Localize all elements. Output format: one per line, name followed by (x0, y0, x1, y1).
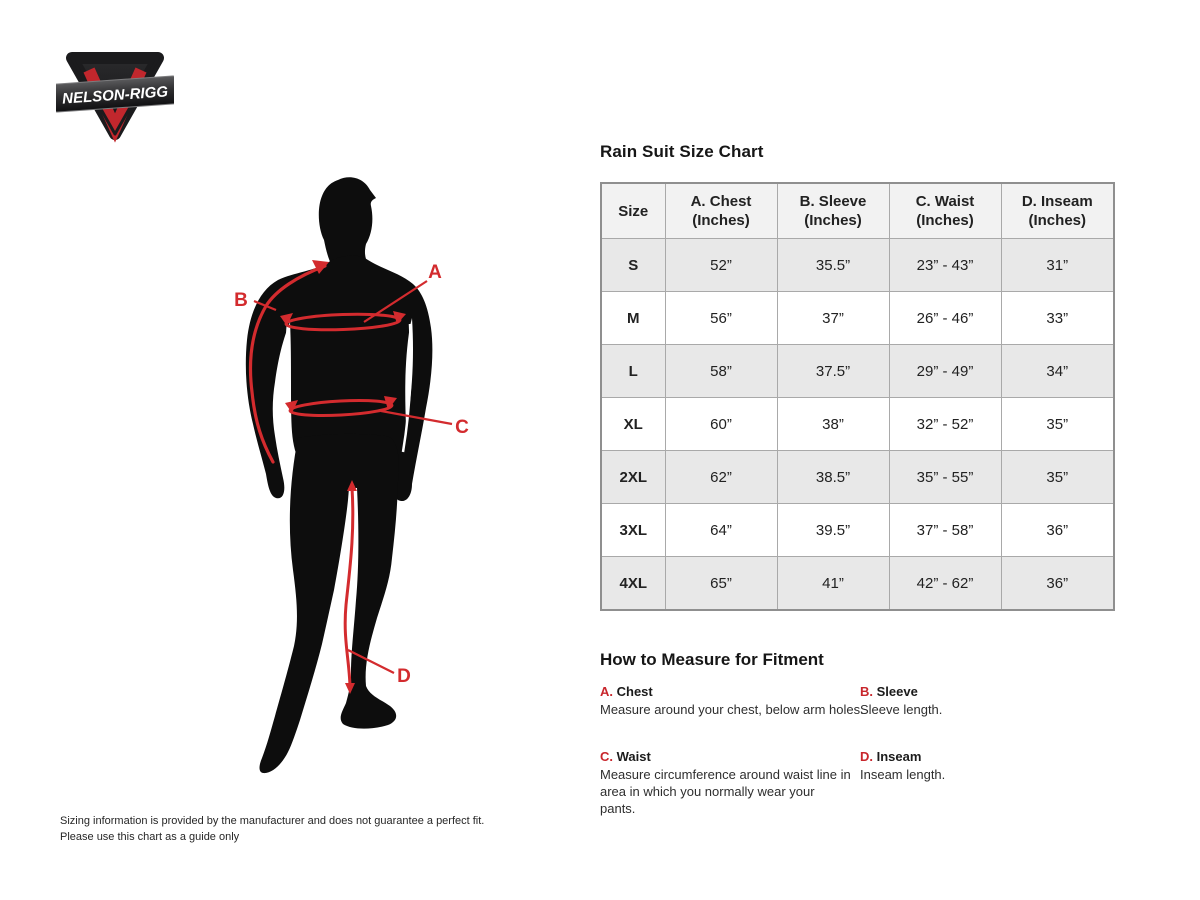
table-row-2xl (601, 451, 1114, 504)
measure-item-label: D. Inseam (860, 749, 922, 764)
sleeve-cell: 38” (777, 398, 889, 451)
waist-cell: 23” - 43” (889, 239, 1001, 292)
chest-cell: 60” (665, 398, 777, 451)
nelson-rigg-logo (56, 46, 174, 144)
chest-cell: 64” (665, 504, 777, 557)
inseam-cell: 34” (1001, 345, 1114, 398)
sleeve-cell: 41” (777, 557, 889, 611)
table-row-s (601, 239, 1114, 292)
inseam-cell: 35” (1001, 451, 1114, 504)
inseam-cell: 36” (1001, 557, 1114, 611)
col-header-size: Size (601, 183, 665, 239)
table-row-xl (601, 398, 1114, 451)
size-chart-table (600, 182, 1115, 611)
size-cell: L (601, 345, 665, 398)
measure-item-label: A. Chest (600, 684, 653, 699)
size-cell: 3XL (601, 504, 665, 557)
waist-cell: 35” - 55” (889, 451, 1001, 504)
waist-cell: 29” - 49” (889, 345, 1001, 398)
measure-item-label: C. Waist (600, 749, 651, 764)
measure-item-desc: Measure circumference around waist line in area in which you normally wear your pants. (600, 767, 851, 816)
inseam-cell: 33” (1001, 292, 1114, 345)
sizing-disclaimer: Sizing information is provided by the manufacturer and does not guarantee a perfect fit. Please use this chart as a guide only (60, 815, 485, 843)
table-row-l (601, 345, 1114, 398)
chest-cell: 58” (665, 345, 777, 398)
measure-item-sleeve (860, 683, 1116, 718)
measure-item-desc: Sleeve length. (860, 702, 943, 717)
size-cell: M (601, 292, 665, 345)
size-cell: XL (601, 398, 665, 451)
sleeve-cell: 39.5” (777, 504, 889, 557)
col-header-sleeve: B. Sleeve (Inches) (777, 183, 889, 239)
measure-item-chest (600, 683, 864, 718)
header-row (601, 183, 1114, 239)
inseam-cell: 35” (1001, 398, 1114, 451)
logo-banner (56, 76, 174, 113)
label-b: B (234, 290, 248, 311)
logo-brand-text: NELSON-RIGG (61, 83, 169, 108)
sleeve-cell: 38.5” (777, 451, 889, 504)
waist-cell: 26” - 46” (889, 292, 1001, 345)
table-row-m (601, 292, 1114, 345)
col-header-chest: A. Chest (Inches) (665, 183, 777, 239)
size-cell: 4XL (601, 557, 665, 611)
sleeve-cell: 37” (777, 292, 889, 345)
measure-item-waist (600, 748, 860, 817)
chest-cell: 52” (665, 239, 777, 292)
measure-instructions (600, 683, 1116, 817)
table-row-4xl (601, 557, 1114, 611)
size-cell: 2XL (601, 451, 665, 504)
chest-cell: 56” (665, 292, 777, 345)
label-c: C (455, 417, 469, 438)
sleeve-cell: 37.5” (777, 345, 889, 398)
inseam-cell: 36” (1001, 504, 1114, 557)
inseam-cell: 31” (1001, 239, 1114, 292)
chest-cell: 62” (665, 451, 777, 504)
size-chart-title: Rain Suit Size Chart (600, 142, 764, 161)
table-row-3xl (601, 504, 1114, 557)
measure-item-label: B. Sleeve (860, 684, 918, 699)
waist-cell: 42” - 62” (889, 557, 1001, 611)
measurement-figure-diagram (200, 160, 500, 800)
waist-cell: 37” - 58” (889, 504, 1001, 557)
label-a: A (428, 262, 442, 283)
measure-section-title: How to Measure for Fitment (600, 650, 824, 669)
measure-item-inseam (860, 748, 1116, 817)
col-header-waist: C. Waist (Inches) (889, 183, 1001, 239)
col-header-inseam: D. Inseam (Inches) (1001, 183, 1114, 239)
size-cell: S (601, 239, 665, 292)
label-d: D (397, 666, 411, 687)
measure-item-desc: Measure around your chest, below arm holes. (600, 702, 864, 717)
waist-cell: 32” - 52” (889, 398, 1001, 451)
measure-item-desc: Inseam length. (860, 767, 946, 782)
chest-cell: 65” (665, 557, 777, 611)
sleeve-cell: 35.5” (777, 239, 889, 292)
